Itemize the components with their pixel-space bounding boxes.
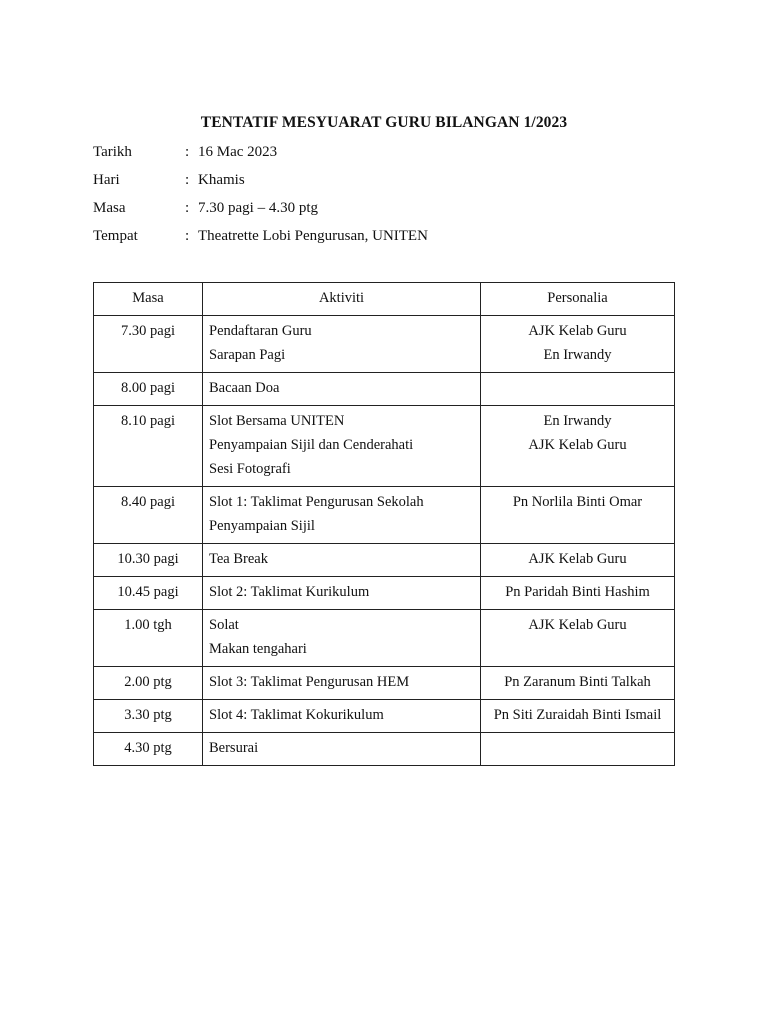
table-row	[94, 700, 675, 733]
cell-personalia	[481, 667, 675, 700]
personalia-line: Pn Norlila Binti Omar	[512, 494, 643, 510]
personalia-line: En Irwandy	[543, 347, 612, 363]
personalia-line: AJK Kelab Guru	[528, 617, 627, 633]
info-value: 16 Mac 2023	[198, 144, 278, 160]
info-colon: :	[185, 228, 190, 244]
table-row	[94, 487, 675, 544]
table-row	[94, 544, 675, 577]
aktiviti-line: Solat	[209, 617, 239, 633]
info-row-masa	[93, 198, 428, 226]
info-value: 7.30 pagi – 4.30 ptg	[198, 200, 318, 216]
aktiviti-line: Slot Bersama UNITEN	[209, 413, 345, 429]
info-row-tempat	[93, 226, 428, 254]
aktiviti-line: Penyampaian Sijil dan Cenderahati	[209, 437, 414, 453]
info-row-tarikh	[93, 142, 428, 170]
cell-aktiviti	[203, 610, 481, 667]
table-row	[94, 316, 675, 373]
aktiviti-line: Sesi Fotografi	[209, 461, 291, 477]
cell-aktiviti	[203, 577, 481, 610]
aktiviti-line: Slot 2: Taklimat Kurikulum	[209, 584, 370, 600]
cell-masa: 8.00 pagi	[94, 373, 203, 406]
cell-masa: 2.00 ptg	[94, 667, 203, 700]
cell-personalia	[481, 700, 675, 733]
aktiviti-line: Penyampaian Sijil	[209, 518, 315, 534]
cell-aktiviti	[203, 406, 481, 487]
aktiviti-line: Makan tengahari	[209, 641, 307, 657]
cell-masa: 10.30 pagi	[94, 544, 203, 577]
table-row	[94, 406, 675, 487]
aktiviti-line: Slot 3: Taklimat Pengurusan HEM	[209, 674, 410, 690]
aktiviti-line: Tea Break	[209, 551, 268, 567]
info-row-hari	[93, 170, 428, 198]
cell-personalia	[481, 733, 675, 766]
aktiviti-line: Pendaftaran Guru	[209, 323, 312, 339]
info-colon: :	[185, 200, 190, 216]
cell-aktiviti	[203, 373, 481, 406]
cell-masa: 10.45 pagi	[94, 577, 203, 610]
cell-aktiviti	[203, 667, 481, 700]
table-body	[94, 316, 675, 766]
table-row	[94, 667, 675, 700]
info-label: Masa	[93, 200, 126, 216]
info-value: Khamis	[198, 172, 245, 188]
info-colon: :	[185, 172, 190, 188]
personalia-line: AJK Kelab Guru	[528, 551, 627, 567]
info-label: Tarikh	[93, 144, 132, 160]
aktiviti-line: Bersurai	[209, 740, 259, 756]
cell-aktiviti	[203, 544, 481, 577]
aktiviti-line: Slot 1: Taklimat Pengurusan Sekolah	[209, 494, 424, 510]
cell-personalia	[481, 610, 675, 667]
page-title: TENTATIF MESYUARAT GURU BILANGAN 1/2023	[200, 114, 568, 131]
aktiviti-line: Slot 4: Taklimat Kokurikulum	[209, 707, 384, 723]
cell-personalia	[481, 544, 675, 577]
meeting-info	[93, 142, 428, 254]
personalia-line: AJK Kelab Guru	[528, 437, 627, 453]
personalia-line: AJK Kelab Guru	[528, 323, 627, 339]
cell-personalia	[481, 406, 675, 487]
cell-aktiviti	[203, 487, 481, 544]
table-header-row	[94, 283, 675, 316]
cell-masa: 3.30 ptg	[94, 700, 203, 733]
cell-personalia	[481, 373, 675, 406]
cell-aktiviti	[203, 316, 481, 373]
personalia-line: En Irwandy	[543, 413, 612, 429]
cell-aktiviti	[203, 700, 481, 733]
table-row	[94, 577, 675, 610]
aktiviti-line: Sarapan Pagi	[209, 347, 286, 363]
personalia-line: Pn Siti Zuraidah Binti Ismail	[493, 707, 662, 723]
cell-masa: 4.30 ptg	[94, 733, 203, 766]
cell-masa: 1.00 tgh	[94, 610, 203, 667]
cell-masa: 8.40 pagi	[94, 487, 203, 544]
table-row	[94, 373, 675, 406]
header-aktiviti: Aktiviti	[203, 283, 481, 316]
table-row	[94, 733, 675, 766]
schedule-table	[93, 282, 675, 766]
aktiviti-line: Bacaan Doa	[209, 380, 280, 396]
info-label: Hari	[93, 172, 120, 188]
info-label: Tempat	[93, 228, 138, 244]
info-colon: :	[185, 144, 190, 160]
personalia-line: Pn Paridah Binti Hashim	[505, 584, 650, 600]
cell-personalia	[481, 487, 675, 544]
header-personalia: Personalia	[481, 283, 675, 316]
table-row	[94, 610, 675, 667]
cell-personalia	[481, 316, 675, 373]
cell-masa: 7.30 pagi	[94, 316, 203, 373]
cell-masa: 8.10 pagi	[94, 406, 203, 487]
personalia-line: Pn Zaranum Binti Talkah	[504, 674, 651, 690]
cell-aktiviti	[203, 733, 481, 766]
info-value: Theatrette Lobi Pengurusan, UNITEN	[198, 228, 428, 244]
header-masa: Masa	[94, 283, 203, 316]
cell-personalia	[481, 577, 675, 610]
